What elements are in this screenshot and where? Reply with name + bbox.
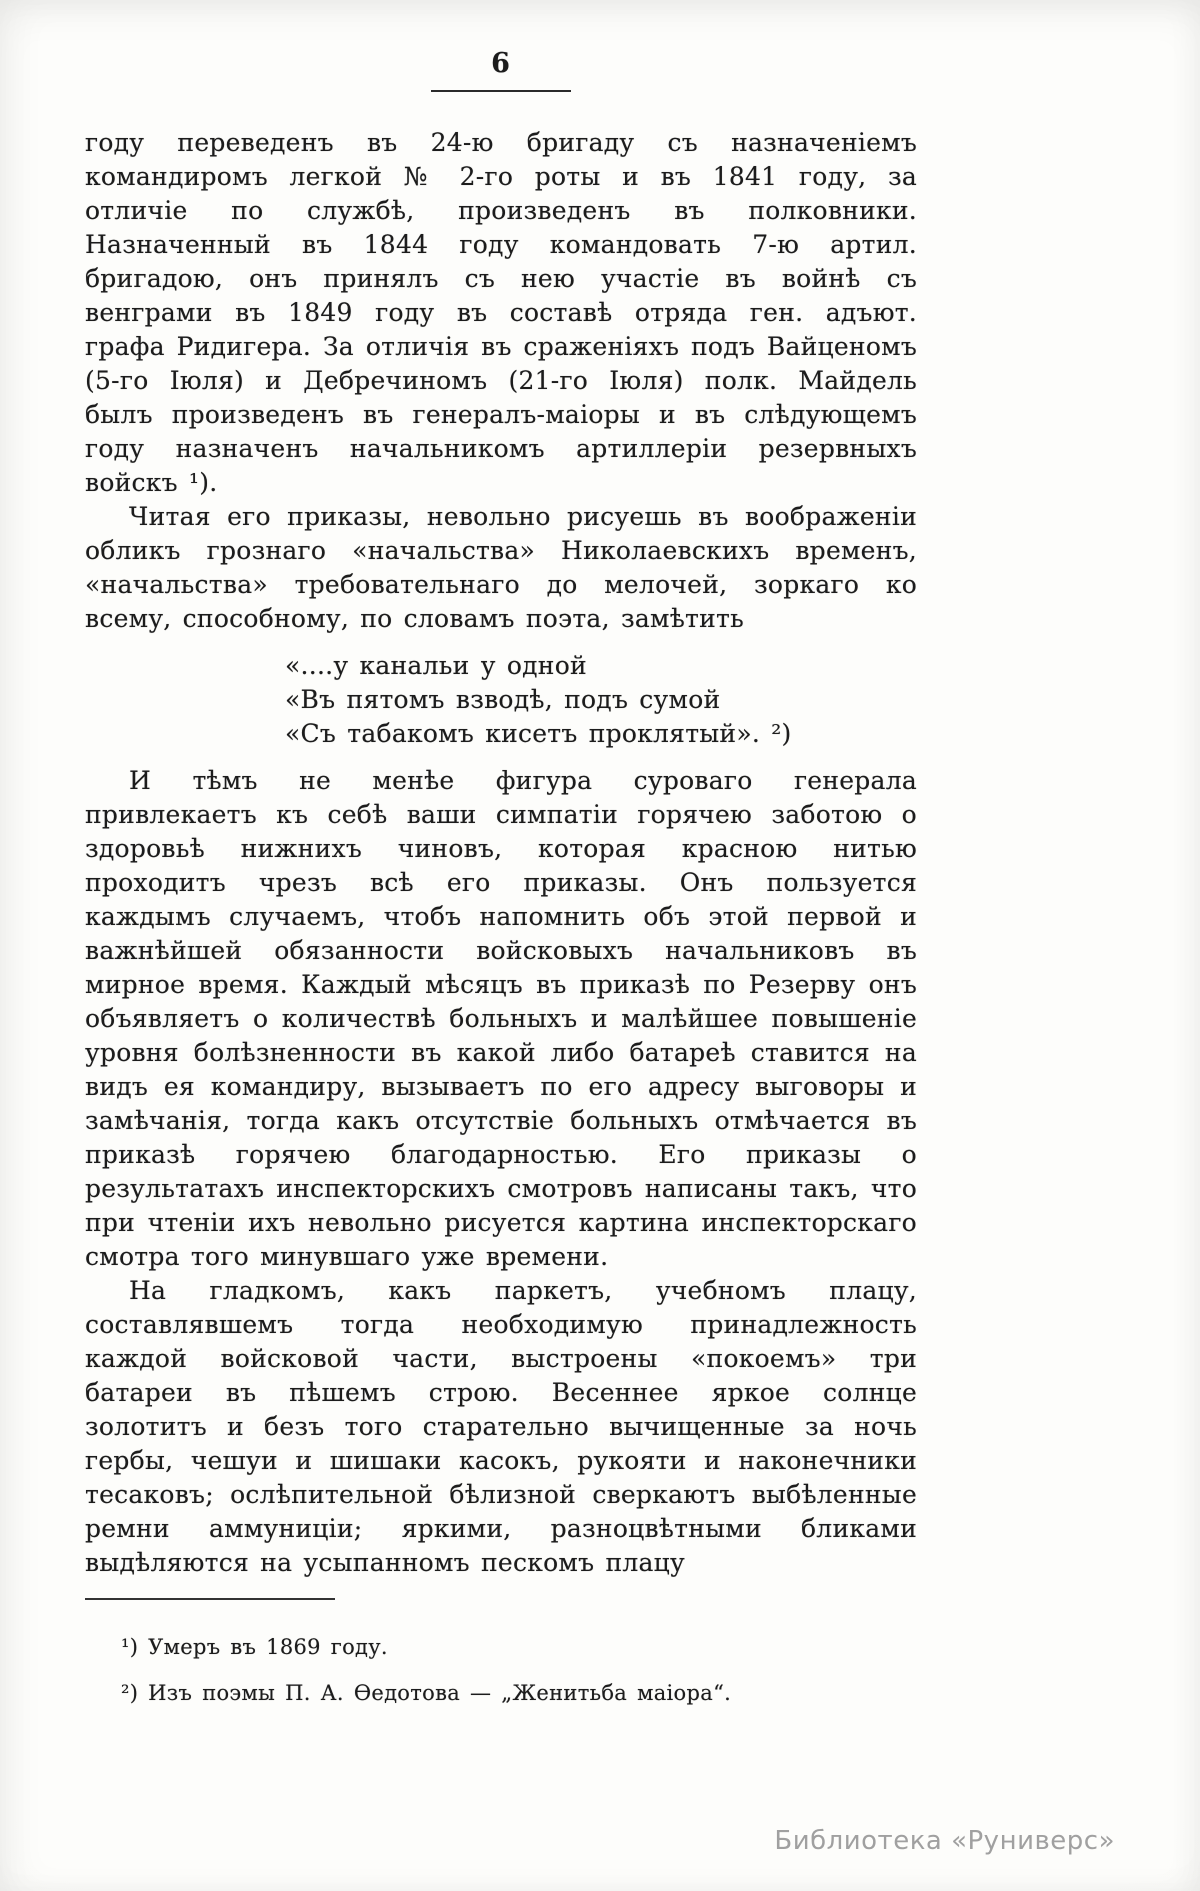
- page-header: [85, 48, 917, 79]
- page-number: 6: [491, 48, 511, 79]
- page-number-rule: [431, 90, 571, 92]
- verse-quote: [285, 649, 917, 751]
- quote-line: «Съ табакомъ кисетъ проклятый». ²): [285, 719, 792, 748]
- quote-line: «Въ пятомъ взводѣ, подъ сумой: [285, 685, 721, 714]
- paragraph: И тѣмъ не менѣе фигура суроваго генерала привлекаетъ къ себѣ ваши симпатіи горячею заботою о здоровьѣ нижнихъ чиновъ, которая красною нитью проходитъ чрезъ всѣ его приказы. Онъ пользуется каждымъ случаемъ, чтобъ напомнить объ этой первой и важнѣйшей обязанности войсковыхъ начальниковъ въ мирное время. Каждый мѣсяцъ въ приказѣ по Резерву онъ объявляетъ о количествѣ больныхъ и малѣйшее повышеніе уровня болѣзненности въ какой либо батареѣ ставится на видъ ея командиру, вызываетъ по его адресу выговоры и замѣчанія, тогда какъ отсутствіе больныхъ отмѣчается въ приказѣ горячею благодарностью. Его приказы о результатахъ инспекторскихъ смотровъ написаны такъ, что при чтеніи ихъ невольно рисуется картина инспекторскаго смотра того минувшаго уже времени.: [85, 766, 917, 1271]
- page-body: [85, 126, 917, 1716]
- library-watermark: Библиотека «Руниверс»: [774, 1826, 1115, 1856]
- opening-paragraph: году переведенъ въ 24-ю бригаду съ назначеніемъ командиромъ легкой № 2-го роты и въ 1841 году, за отличіе по службѣ, произведенъ въ полковники. Назначенный въ 1844 году командовать 7-ю артил. бригадою, онъ принялъ съ нею участіе въ войнѣ съ венграми въ 1849 году въ составѣ отряда ген. адъют. графа Ридигера. За отличія въ сраженіяхъ подъ Вайценомъ (5-го Іюля) и Дебречиномъ (21-го Іюля) полк. Майдель былъ произведенъ въ генералъ-маіоры и въ слѣдующемъ году назначенъ начальникомъ артиллеріи резервныхъ войскъ ¹).: [85, 128, 917, 497]
- quote-line: «....у канальи у одной: [285, 651, 587, 680]
- footnote-block: [85, 1624, 917, 1716]
- footnote-separator: [85, 1598, 335, 1600]
- footnote-item: ¹) Умеръ въ 1869 году.: [121, 1635, 388, 1659]
- paragraph: На гладкомъ, какъ паркетъ, учебномъ плацу, составлявшемъ тогда необходимую принадлежность каждой войсковой части, выстроены «покоемъ» три батареи въ пѣшемъ строю. Весеннее яркое солнце золотитъ и безъ того старательно вычищенные за ночь гербы, чешуи и шишаки касокъ, рукояти и наконечники тесаковъ; ослѣпительной бѣлизной сверкаютъ выбѣленные ремни аммуниціи; яркими, разноцвѣтными бликами выдѣляются на усыпанномъ пескомъ плацу: [85, 1276, 917, 1577]
- paragraph: Читая его приказы, невольно рисуешь въ воображеніи обликъ грознаго «начальства» Николаевскихъ временъ, «начальства» требовательнаго до мелочей, зоркаго ко всему, способному, по словамъ поэта, замѣтить: [85, 502, 917, 633]
- footnote-item: ²) Изъ поэмы П. А. Ѳедотова — „Женитьба маіора“.: [121, 1681, 732, 1705]
